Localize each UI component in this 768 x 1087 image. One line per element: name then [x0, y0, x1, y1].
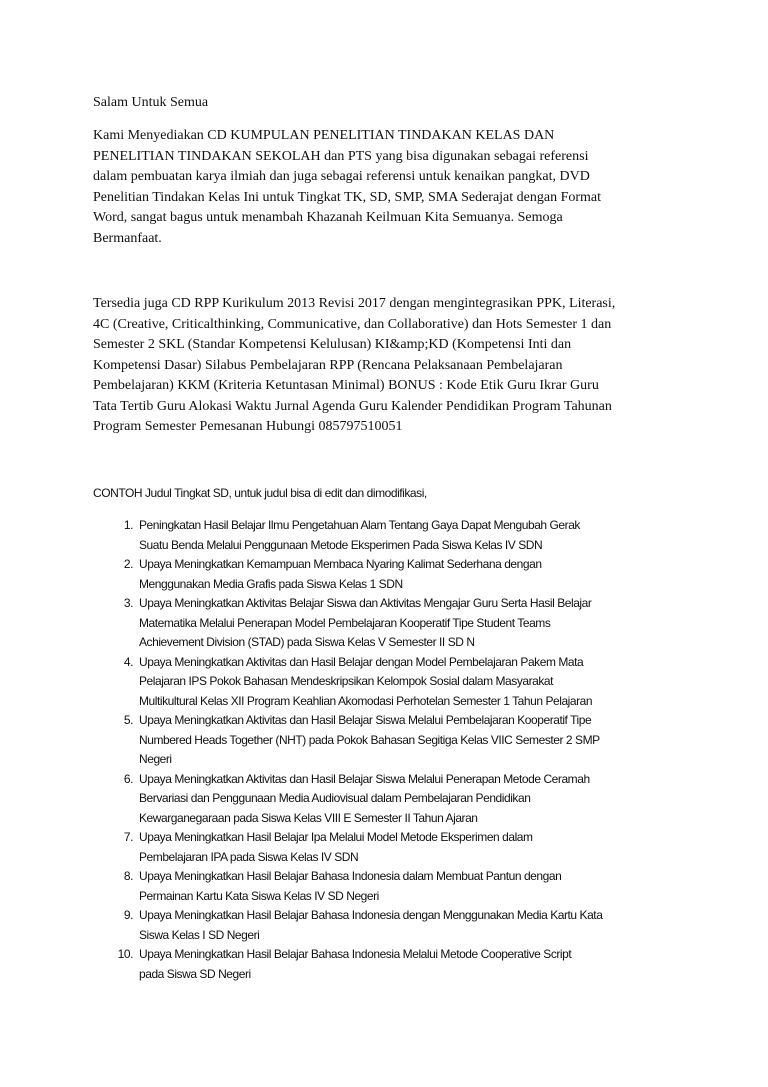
- paragraph-line: Pembelajaran) KKM (Kriteria Ketuntasan Minimal) BONUS : Kode Etik Guru Ikrar Guru: [93, 378, 599, 393]
- item-line: Upaya Meningkatkan Aktivitas dan Hasil Belajar dengan Model Pembelajaran Pakem Mata: [139, 654, 584, 669]
- item-line: Achievement Division (STAD) pada Siswa Kelas V Semester II SD N: [139, 635, 475, 649]
- item-line: Kewarganegaraan pada Siswa Kelas VIII E Semester II Tahun Ajaran: [139, 810, 478, 825]
- paragraph-line: Program Semester Pemesanan Hubungi 085797510051: [93, 419, 403, 434]
- item-number: 5.: [123, 713, 133, 727]
- item-number: 1.: [123, 518, 133, 532]
- paragraph-line: 4C (Creative, Criticalthinking, Communicative, dan Collaborative) dan Hots Semester 1 dan: [93, 316, 612, 332]
- contoh-heading: CONTOH Judul Tingkat SD, untuk judul bisa di edit dan dimodifikasi,: [93, 486, 427, 500]
- item-line: Multikultural Kelas XII Program Keahlian Akomodasi Perhotelan Semester 1 Tahun Pelajaran: [139, 693, 593, 708]
- paragraph-line: Penelitian Tindakan Kelas Ini untuk Tingkat TK, SD, SMP, SMA Sederajat dengan Format: [93, 189, 602, 205]
- topic-list: [93, 516, 693, 984]
- list-item: [93, 516, 693, 555]
- item-line: Peningkatan Hasil Belajar Ilmu Pengetahuan Alam Tentang Gaya Dapat Mengubah Gerak: [139, 518, 580, 532]
- list-item: [93, 555, 693, 594]
- item-line: Matematika Melalui Penerapan Model Pembelajaran Kooperatif Tipe Student Teams: [139, 615, 551, 630]
- paragraph-line: Tersedia juga CD RPP Kurikulum 2013 Revisi 2017 dengan mengintegrasikan PPK, Literasi,: [93, 296, 616, 311]
- list-item: [93, 945, 693, 984]
- list-item: [93, 906, 693, 945]
- item-line: Negeri: [139, 752, 172, 766]
- item-line: Upaya Meningkatkan Hasil Belajar Bahasa Indonesia dengan Menggunakan Media Kartu Kata: [139, 908, 603, 922]
- paragraph-line: Word, sangat bagus untuk menambah Khazanah Keilmuan Kita Semuanya. Semoga: [93, 210, 563, 225]
- item-line: Bervariasi dan Penggunaan Media Audiovisual dalam Pembelajaran Pendidikan: [139, 791, 531, 805]
- item-line: Upaya Meningkatkan Aktivitas Belajar Siswa dan Aktivitas Mengajar Guru Serta Hasil Belajar: [139, 596, 592, 610]
- item-line: Permainan Kartu Kata Siswa Kelas IV SD Negeri: [139, 888, 379, 903]
- item-line: Menggunakan Media Grafis pada Siswa Kelas 1 SDN: [139, 576, 403, 591]
- item-number: 4.: [123, 654, 133, 669]
- item-line: Pelajaran IPS Pokok Bahasan Mendeskripsikan Kelompok Sosial dalam Masyarakat: [139, 674, 554, 688]
- paragraph-line: Kompetensi Dasar) Silabus Pembelajaran RPP (Rencana Pelaksanaan Pembelajaran: [93, 357, 563, 373]
- greeting: Salam Untuk Semua: [93, 95, 209, 110]
- item-line: Upaya Meningkatkan Hasil Belajar Ipa Melalui Model Metode Eksperimen dalam: [139, 830, 533, 844]
- item-number: 9.: [123, 908, 133, 922]
- item-line: Upaya Meningkatkan Aktivitas dan Hasil Belajar Siswa Melalui Pembelajaran Kooperatif Tipe: [139, 713, 592, 727]
- item-line: Siswa Kelas I SD Negeri: [139, 927, 260, 942]
- item-number: 6.: [123, 771, 133, 786]
- offer-paragraph: [93, 294, 683, 438]
- list-item: [93, 828, 693, 867]
- paragraph-line: Tata Tertib Guru Alokasi Waktu Jurnal Agenda Guru Kalender Pendidikan Program Tahunan: [93, 398, 612, 414]
- item-line: Suatu Benda Melalui Penggunaan Metode Eksperimen Pada Siswa Kelas IV SDN: [139, 537, 543, 552]
- list-item: [93, 711, 693, 770]
- paragraph-line: dalam pembuatan karya ilmiah dan juga sebagai referensi untuk kenaikan pangkat, DVD: [93, 169, 590, 184]
- paragraph-line: PENELITIAN TINDAKAN SEKOLAH dan PTS yang bisa digunakan sebagai referensi: [93, 148, 589, 164]
- item-line: Upaya Meningkatkan Kemampuan Membaca Nyaring Kalimat Sederhana dengan: [139, 557, 542, 571]
- paragraph-line: Semester 2 SKL (Standar Kompetensi Kelulusan) KI&amp;KD (Kompetensi Inti dan: [93, 337, 572, 352]
- item-number: 2.: [123, 557, 133, 571]
- list-item: [93, 653, 693, 712]
- list-item: [93, 770, 693, 829]
- paragraph-line: Bermanfaat.: [93, 230, 162, 246]
- item-number: 3.: [123, 596, 133, 610]
- item-line: Upaya Meningkatkan Hasil Belajar Bahasa Indonesia dalam Membuat Pantun dengan: [139, 869, 562, 883]
- item-number: 10.: [117, 947, 133, 961]
- item-line: Upaya Meningkatkan Hasil Belajar Bahasa Indonesia Melalui Metode Cooperative Script: [139, 947, 572, 961]
- item-line: Upaya Meningkatkan Aktivitas dan Hasil Belajar Siswa Melalui Penerapan Metode Ceramah: [139, 771, 590, 786]
- item-line: Pembelajaran IPA pada Siswa Kelas IV SDN: [139, 849, 359, 864]
- item-number: 8.: [123, 869, 133, 883]
- list-item: [93, 867, 693, 906]
- paragraph-line: Kami Menyediakan CD KUMPULAN PENELITIAN TINDAKAN KELAS DAN: [93, 128, 555, 143]
- item-number: 7.: [123, 830, 133, 844]
- intro-paragraph: [93, 126, 683, 249]
- list-item: [93, 594, 693, 653]
- item-line: pada Siswa SD Negeri: [139, 966, 251, 981]
- item-line: Numbered Heads Together (NHT) pada Pokok Bahasan Segitiga Kelas VIIC Semester 2 SMP: [139, 732, 600, 747]
